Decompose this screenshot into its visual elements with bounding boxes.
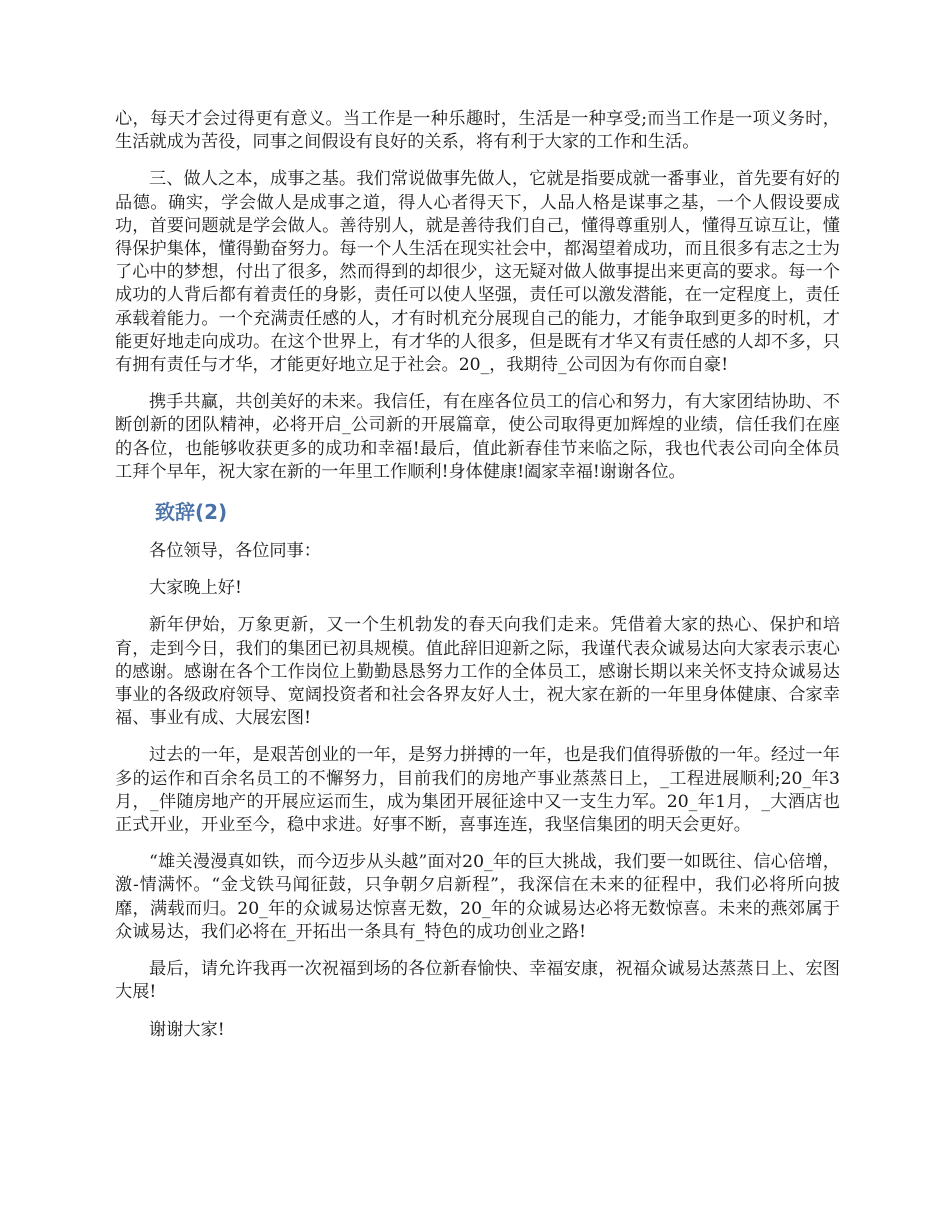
paragraph-salutation: 各位领导，各位同事： [149, 541, 321, 562]
paragraph-principle-three: 三、做人之本，成事之基。我们常说做事先做人，它就是指要成就一番事业，首先要有好的品德。确实，学会做人是成事之道，得人心者得天下，人品人格是谋事之基，一个人假设要成功，首要问题就是学会做人。善待别人，就是善待我们自己，懂得尊重别人，懂得互谅互让，懂得保护集体，懂得勤奋努力。每一个人生活在现实社会中，都渴望着成功，而且很多有志之士为了心中的梦想，付出了很多，然而得到的却很少，这无疑对做人做事提出来更高的要求。每一个成功的人背后都有着责任的身影，责任可以使人坚强，责任可以激发潜能，在一定程度上，责任承载着能力。一个充满责任感的人，才有时机充分展现自己的能力，才能争取到更多的时机，才能更好地走向成功。在这个世界上，有才华的人很多，但是既有才华又有责任感的人却不多，只有拥有责任与才华，才能更好地立足于社会。20_，我期待_公司因为有你而自豪! [115, 169, 840, 376]
document-page [115, 108, 840, 1056]
paragraph-past-year: 过去的一年，是艰苦创业的一年，是努力拼搏的一年，也是我们值得骄傲的一年。经过一年多的运作和百余名员工的不懈努力，目前我们的房地产事业蒸蒸日上，_工程进展顺利;20_年3月，_伴随房地产的开展应运而生，成为集团开展征途中又一支生力军。20_年1月，_大酒店也正式开业，开业至今，稳中求进。好事不断，喜事连连，我坚信集团的明天会更好。 [115, 745, 840, 836]
paragraph-greeting: 大家晚上好! [149, 578, 242, 599]
paragraph-closing-wishes: 携手共赢，共创美好的未来。我信任，有在座各位员工的信心和努力，有大家团结协助、不断创新的团队精神，必将开启_公司新的开展篇章，使公司取得更加辉煌的业绩，信任我们在座的各位，也能够收获更多的成功和幸福!最后，值此新春佳节来临之际，我也代表公司向全体员工拜个早年，祝大家在新的一年里工作顺利!身体健康!阖家幸福!谢谢各位。 [115, 392, 840, 482]
paragraph-challenge: “雄关漫漫真如铁，而今迈步从头越”面对20_年的巨大挑战，我们要一如既往、信心倍增，激-情满怀。“金戈铁马闻征鼓，只争朝夕启新程”，我深信在未来的征程中，我们必将所向披靡，满载而归。20_年的众诚易达惊喜无数，20_年的众诚易达必将无数惊喜。未来的燕郊属于众诚易达，我们必将在_开拓出一条具有_特色的成功创业之路! [115, 852, 840, 942]
paragraph-new-year: 新年伊始，万象更新，又一个生机勃发的春天向我们走来。凭借着大家的热心、保护和培育，走到今日，我们的集团已初具规模。值此辞旧迎新之际，我谨代表众诚易达向大家表示衷心的感谢。感谢在各个工作岗位上勤勤恳恳努力工作的全体员工，感谢长期以来关怀支持众诚易达事业的各级政府领导、宽阔投资者和社会各界友好人士，祝大家在新的一年里身体健康、合家幸福、事业有成、大展宏图! [115, 615, 840, 729]
paragraph-final-blessing: 最后，请允许我再一次祝福到场的各位新春愉快、幸福安康，祝福众诚易达蒸蒸日上、宏图大展! [115, 959, 840, 1003]
paragraph-continued: 心，每天才会过得更有意义。当工作是一种乐趣时，生活是一种享受;而当工作是一项义务时，生活就成为苦役，同事之间假设有良好的关系，将有利于大家的工作和生活。 [115, 109, 840, 153]
section-heading: 致辞(2) [155, 500, 228, 525]
paragraph-thanks: 谢谢大家! [149, 1019, 225, 1040]
